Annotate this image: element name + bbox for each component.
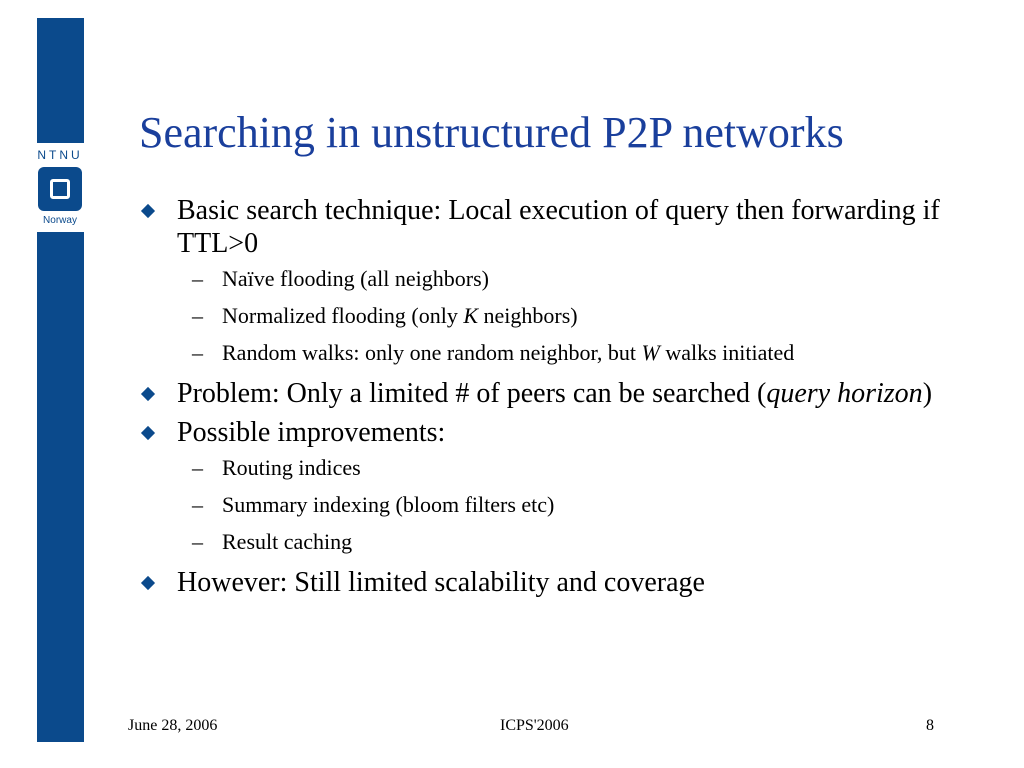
sub-bullet-text: Routing indices xyxy=(222,455,361,480)
sub-bullet-text-end: neighbors) xyxy=(478,303,578,328)
dash-marker: – xyxy=(192,492,203,517)
sub-bullet-item xyxy=(140,492,990,518)
bullet-item xyxy=(140,566,990,599)
footer-date: June 28, 2006 xyxy=(128,717,218,734)
dash-marker: – xyxy=(192,529,203,554)
dash-marker: – xyxy=(192,266,203,291)
sub-bullet-text: Summary indexing (bloom filters etc) xyxy=(222,492,555,517)
sub-bullet-text: Normalized flooding (only xyxy=(222,303,464,328)
diamond-bullet-icon xyxy=(141,204,155,218)
sidebar-band-bottom xyxy=(37,232,84,742)
logo-top-text: NTNU xyxy=(37,148,83,162)
sub-bullet-text: Result caching xyxy=(222,529,353,554)
sub-bullet-emphasis: K xyxy=(463,303,479,328)
dash-marker: – xyxy=(192,340,203,365)
sub-bullet-emphasis: W xyxy=(641,340,660,365)
bullet-text: Basic search technique: Local execution of query then forwarding if TTL>0 xyxy=(177,195,940,259)
sidebar-band-top xyxy=(37,18,84,143)
bullet-text: Possible improvements: xyxy=(177,417,446,448)
ntnu-logo xyxy=(32,148,88,230)
sub-bullet-item xyxy=(140,455,990,481)
bullet-text-end: ) xyxy=(922,378,933,409)
footer-conference: ICPS'2006 xyxy=(500,717,569,734)
slide-content xyxy=(140,194,990,605)
diamond-bullet-icon xyxy=(141,426,155,440)
bullet-item xyxy=(140,194,990,260)
sub-bullet-item xyxy=(140,266,990,292)
sub-bullet-item xyxy=(140,529,990,555)
logo-bottom-text: Norway xyxy=(43,215,77,226)
dash-marker: – xyxy=(192,455,203,480)
bullet-emphasis: query horizon xyxy=(766,378,923,409)
sub-bullet-list xyxy=(140,455,990,555)
bullet-text: Problem: Only a limited # of peers can be searched ( xyxy=(177,378,767,409)
diamond-bullet-icon xyxy=(141,576,155,590)
logo-square-icon xyxy=(38,167,82,211)
bullet-item xyxy=(140,416,990,449)
logo-square-inner xyxy=(50,179,70,199)
sub-bullet-list xyxy=(140,266,990,366)
diamond-bullet-icon xyxy=(141,387,155,401)
sub-bullet-text-end: walks initiated xyxy=(659,340,795,365)
sub-bullet-text: Random walks: only one random neighbor, but xyxy=(222,340,642,365)
slide-title: Searching in unstructured P2P networks xyxy=(139,108,844,157)
bullet-text: However: Still limited scalability and coverage xyxy=(177,567,705,598)
dash-marker: – xyxy=(192,303,203,328)
sub-bullet-text: Naïve flooding (all neighbors) xyxy=(222,266,489,291)
footer-page-number: 8 xyxy=(926,717,934,734)
sub-bullet-item xyxy=(140,340,990,366)
bullet-item xyxy=(140,377,990,410)
sub-bullet-item xyxy=(140,303,990,329)
